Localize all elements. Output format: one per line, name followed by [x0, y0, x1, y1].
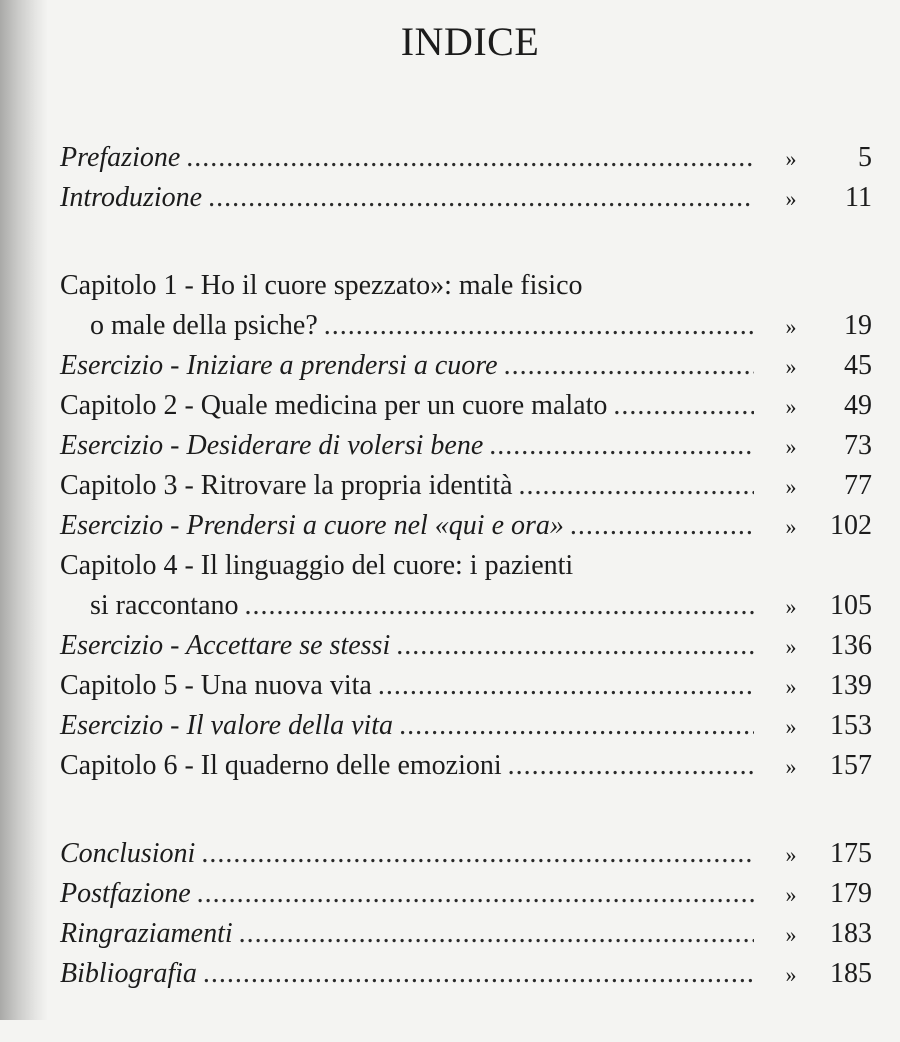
page-number: 45 — [844, 350, 872, 381]
toc-entry-label: Conclusioni — [60, 838, 196, 869]
page-gutter-shadow — [0, 0, 48, 1020]
page-separator: » — [785, 514, 797, 539]
toc-entry[interactable] — [60, 346, 872, 386]
page-number: 185 — [830, 958, 872, 989]
toc-entry-label-continuation: si raccontano — [90, 590, 239, 621]
toc-entry[interactable] — [60, 914, 872, 954]
toc-entry[interactable] — [60, 386, 872, 426]
dot-leader — [399, 706, 754, 746]
toc-entry-label: Capitolo 5 - Una nuova vita — [60, 670, 372, 701]
toc-entry-label: Postfazione — [60, 878, 191, 909]
page-number: 105 — [830, 590, 872, 621]
toc-back-matter — [60, 834, 872, 994]
page-separator: » — [785, 714, 797, 739]
page-number: 175 — [830, 838, 872, 869]
toc-entry[interactable] — [60, 426, 872, 466]
page-separator: » — [785, 354, 797, 379]
toc-entry-label: Capitolo 6 - Il quaderno delle emozioni — [60, 750, 502, 781]
toc-chapters — [60, 266, 872, 786]
page-separator: » — [785, 314, 797, 339]
dot-leader — [613, 386, 754, 426]
dot-leader — [378, 666, 754, 706]
toc-entry[interactable] — [60, 666, 872, 706]
toc-entry[interactable] — [60, 546, 872, 586]
page-separator: » — [785, 146, 797, 171]
dot-leader — [239, 914, 754, 954]
dot-leader — [570, 506, 754, 546]
page-separator: » — [785, 922, 797, 947]
toc-entry[interactable] — [60, 466, 872, 506]
toc-entry-label: Esercizio - Iniziare a prendersi a cuore — [60, 350, 498, 381]
page-number: 11 — [845, 182, 872, 213]
toc-entry[interactable] — [60, 506, 872, 546]
page-number: 102 — [830, 510, 872, 541]
toc-entry-label: Bibliografia — [60, 958, 197, 989]
dot-leader — [324, 306, 754, 346]
page-number: 183 — [830, 918, 872, 949]
page-separator: » — [785, 186, 797, 211]
toc-entry-label: Capitolo 3 - Ritrovare la propria identità — [60, 470, 513, 501]
page-number: 5 — [858, 142, 872, 173]
toc-entry[interactable] — [60, 178, 872, 218]
toc-front-matter — [60, 138, 872, 218]
dot-leader — [489, 426, 754, 466]
page-title: INDICE — [400, 19, 540, 64]
toc-entry[interactable] — [60, 306, 872, 346]
dot-leader — [186, 138, 754, 178]
page-number: 139 — [830, 670, 872, 701]
page-number: 77 — [844, 470, 872, 501]
page-number: 49 — [844, 390, 872, 421]
toc-entry-label: Capitolo 2 - Quale medicina per un cuore malato — [60, 390, 608, 421]
toc-entry-label: Esercizio - Il valore della vita — [60, 710, 394, 741]
page-number: 136 — [830, 630, 872, 661]
page-number: 179 — [830, 878, 872, 909]
toc-entry[interactable] — [60, 706, 872, 746]
toc-entry-label: Capitolo 1 - Ho il cuore spezzato»: male fisico — [60, 270, 583, 301]
toc-entry[interactable] — [60, 586, 872, 626]
toc-entry-label: Ringraziamenti — [60, 918, 233, 949]
page-separator: » — [785, 474, 797, 499]
toc-entry-label: Prefazione — [60, 142, 181, 173]
toc-entry[interactable] — [60, 954, 872, 994]
dot-leader — [197, 874, 754, 914]
toc-entry-label-continuation: o male della psiche? — [90, 310, 318, 341]
toc-entry-label: Esercizio - Accettare se stessi — [60, 630, 391, 661]
dot-leader — [504, 346, 754, 386]
page-separator: » — [785, 674, 797, 699]
toc-entry[interactable] — [60, 746, 872, 786]
dot-leader — [519, 466, 754, 506]
toc-entry-label: Esercizio - Prendersi a cuore nel «qui e ora» — [60, 510, 564, 541]
table-of-contents — [60, 138, 872, 1042]
toc-entry-label: Capitolo 4 - Il linguaggio del cuore: i pazienti — [60, 550, 574, 581]
page-number: 73 — [844, 430, 872, 461]
page-number: 157 — [830, 750, 872, 781]
dot-leader — [203, 954, 754, 994]
toc-entry[interactable] — [60, 626, 872, 666]
page-separator: » — [785, 754, 797, 779]
toc-entry-label: Introduzione — [60, 182, 203, 213]
page-separator: » — [785, 634, 797, 659]
toc-entry[interactable] — [60, 138, 872, 178]
toc-entry[interactable] — [60, 266, 872, 306]
dot-leader — [208, 178, 754, 218]
toc-entry-label: Esercizio - Desiderare di volersi bene — [60, 430, 484, 461]
toc-entry[interactable] — [60, 874, 872, 914]
dot-leader — [508, 746, 754, 786]
page-number: 153 — [830, 710, 872, 741]
dot-leader — [396, 626, 754, 666]
dot-leader — [201, 834, 754, 874]
page-separator: » — [785, 842, 797, 867]
page-separator: » — [785, 962, 797, 987]
dot-leader — [245, 586, 755, 626]
page-number: 19 — [844, 310, 872, 341]
page-separator: » — [785, 394, 797, 419]
toc-entry[interactable] — [60, 834, 872, 874]
page-separator: » — [785, 882, 797, 907]
page-separator: » — [785, 434, 797, 459]
page-separator: » — [785, 594, 797, 619]
